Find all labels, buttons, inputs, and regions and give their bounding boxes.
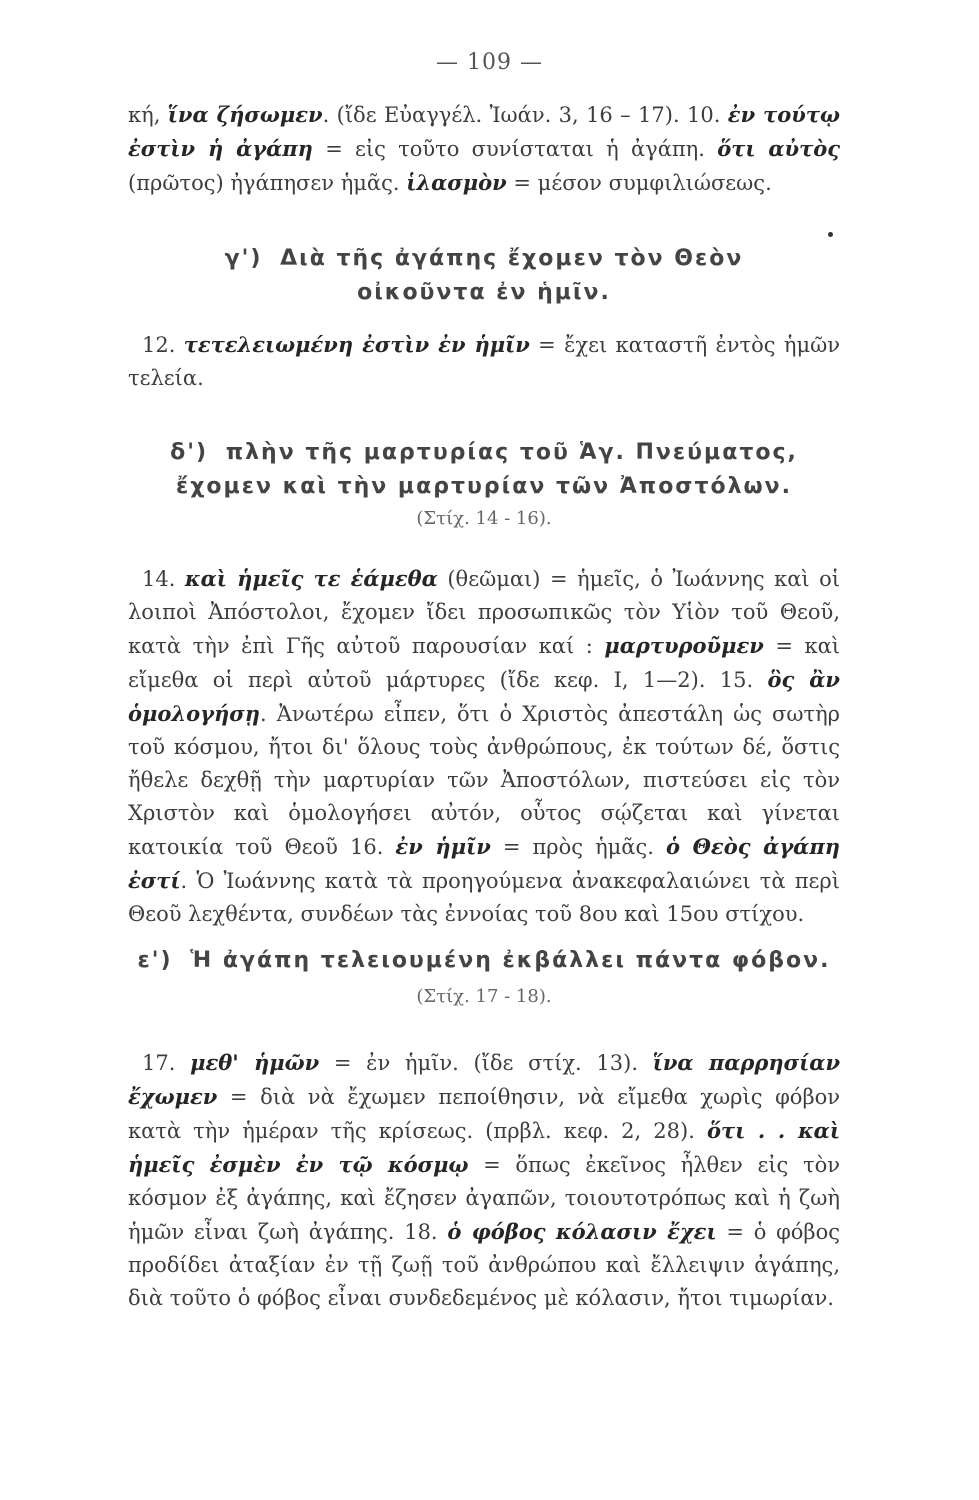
paragraph-text xyxy=(128,328,840,395)
text-run: 12. xyxy=(142,333,184,357)
section-title-line2: ἔχομεν καὶ τὴν μαρτυρίαν τῶν Ἀποστόλων. xyxy=(175,474,792,499)
paragraph-12 xyxy=(128,328,840,395)
text-run: = πρὸς ἡμᾶς. xyxy=(490,835,666,859)
emphasized-text: τετελειωμένη ἐστὶν ἐν ἡμῖν xyxy=(183,332,530,357)
section-heading-g xyxy=(128,242,840,310)
emphasized-text: ἐν τούτῳ ἐστὶν ἡ ἀγάπη xyxy=(128,102,840,161)
emphasized-text: μεθ' ἡμῶν xyxy=(190,1050,320,1075)
section-title-line1: Ἡ ἀγάπη τελειουμένη ἐκβάλλει πάντα φόβον. xyxy=(190,948,831,973)
text-run: . Ὁ Ἰωάννης κατὰ τὰ προηγούμενα ἀνακεφαλαιώνει τὰ περὶ Θεοῦ λεχθέντα, συνδέων τὰς ἐννοίας τοῦ 8ου καὶ 15ου στίχου. xyxy=(128,869,840,926)
section-heading-d xyxy=(128,436,840,504)
text-run: (θεῶμαι) = ἡμεῖς, ὁ Ἰωάννης καὶ οἱ λοιποὶ Ἀπόστολοι, ἔχομεν ἴδει προσωπικῶς τὸν Υἱὸν τοῦ Θεοῦ, κατὰ τὴν ἐπὶ Γῆς αὐτοῦ παρουσίαν καί : xyxy=(128,567,840,658)
text-run: = ὅπως ἐκεῖνος ἦλθεν εἰς τὸν κόσμον ἐξ ἀγάπης, καὶ ἔζησεν ἀγαπῶν, τοιουτοτρόπως καὶ ἡ ζωὴ ἡμῶν εἶναι ζωὴ ἀγάπης. 18. xyxy=(128,1153,840,1244)
section-heading-e xyxy=(128,944,840,978)
text-run: = καὶ εἴμεθα οἱ περὶ αὐτοῦ μάρτυρες (ἴδε κεφ. I, 1—2). 15. xyxy=(128,634,840,692)
paragraph-text xyxy=(128,562,840,931)
section-title-line1: Διὰ τῆς ἀγάπης ἔχομεν τὸν Θεὸν xyxy=(280,246,744,271)
emphasized-text: ἱλασμὸν xyxy=(406,170,507,195)
text-run: = ἐν ἡμῖν. (ἴδε στίχ. 13). xyxy=(319,1051,653,1075)
emphasized-text: ἐν ἡμῖν xyxy=(395,834,491,859)
text-run: 17. xyxy=(142,1051,191,1075)
section-letter: δ') xyxy=(170,440,209,465)
emphasized-text: μαρτυροῦμεν xyxy=(604,633,764,658)
section-title-line1: πλὴν τῆς μαρτυρίας τοῦ Ἁγ. Πνεύματος, xyxy=(225,440,798,465)
paragraph-text xyxy=(128,1046,840,1315)
text-run: 14. xyxy=(142,567,185,591)
emphasized-text: ὃς ἂν ὁμολογήσῃ xyxy=(128,667,840,726)
emphasized-text: καὶ ἡμεῖς τε ἑάμεθα xyxy=(184,566,438,591)
section-letter: γ') xyxy=(224,246,263,271)
paragraph-text xyxy=(128,98,840,200)
emphasized-text: ὅτι αὐτὸς xyxy=(717,136,841,161)
text-run: (πρῶτος) ἠγάπησεν ἡμᾶς. xyxy=(128,171,407,195)
text-run: . (ἴδε Εὐαγγέλ. Ἰωάν. 3, 16 – 17). 10. xyxy=(322,103,728,127)
ink-dot xyxy=(828,232,833,237)
paragraph-17 xyxy=(128,1046,840,1315)
verse-reference: (Στίχ. 14 - 16). xyxy=(416,508,552,529)
text-run: = μέσον συμφιλιώσεως. xyxy=(506,171,772,195)
text-run: = ὁ φόβος προδίδει ἀταξίαν ἐν τῇ ζωῇ τοῦ ἀνθρώπου καὶ ἔλλειψιν ἀγάπης, διὰ τοῦτο ὁ φόβος εἶναι συνδεδεμένος μὲ κόλασιν, ἤτοι τιμωρίαν. xyxy=(128,1220,840,1310)
text-run: . Ἀνωτέρω εἶπεν, ὅτι ὁ Χριστὸς ἀπεστάλη ὡς σωτὴρ τοῦ κόσμου, ἤτοι δι' ὅλους τοὺς ἀνθρώπους, ἐκ τούτων δέ, ὅστις ἤθελε δεχθῇ τὴν μαρτυρίαν τῶν Ἀποστόλων, πιστεύσει εἰς τὸν Χριστὸν καὶ ὁμολογήσει αὐτόν, οὗτος σῴζεται καὶ γίνεται κατοικία τοῦ Θεοῦ 16. xyxy=(128,702,840,859)
paragraph-14 xyxy=(128,562,840,931)
verse-reference: (Στίχ. 17 - 18). xyxy=(416,986,552,1007)
emphasized-text: ἵνα ζήσωμεν xyxy=(167,102,323,127)
emphasized-text: ὁ φόβος κόλασιν ἔχει xyxy=(447,1219,717,1244)
text-run: = διὰ νὰ ἔχωμεν πεποίθησιν, νὰ εἴμεθα χωρὶς φόβον κατὰ τὴν ἡμέραν τῆς κρίσεως. (πρβλ. κεφ. 2, 28). xyxy=(128,1085,840,1143)
emphasized-text: ὅτι . . καὶ ἡμεῖς ἐσμὲν ἐν τῷ κόσμῳ xyxy=(128,1118,841,1177)
text-run: = ἔχει καταστῆ ἐντὸς ἡμῶν τελεία. xyxy=(128,333,841,390)
emphasized-text: ὁ Θεὸς ἀγάπη ἐστί xyxy=(128,834,840,893)
section-title-line2: οἰκοῦντα ἐν ἡμῖν. xyxy=(357,280,611,305)
page-number: — 109 — xyxy=(436,50,543,75)
section-letter: ε') xyxy=(137,948,173,973)
text-run: = εἰς τοῦτο συνίσταται ἡ ἀγάπη. xyxy=(312,137,718,161)
emphasized-text: ἵνα παρρησίαν ἔχωμεν xyxy=(128,1050,841,1109)
text-run: κή, xyxy=(128,103,168,127)
intro-paragraph xyxy=(128,98,840,200)
